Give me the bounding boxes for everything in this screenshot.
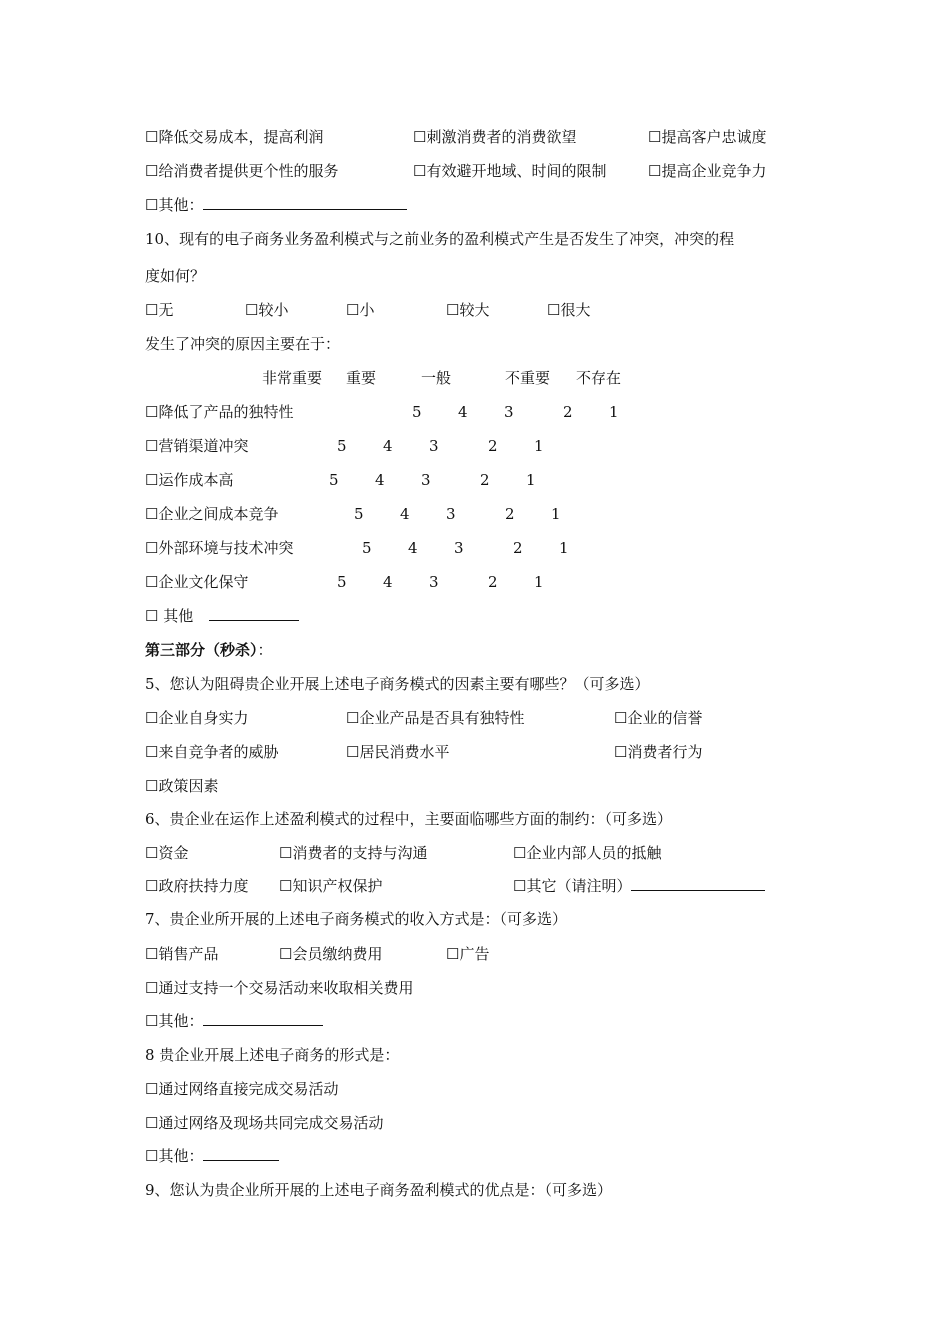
other-input-line[interactable] [203, 1011, 323, 1026]
score[interactable]: 3 [446, 505, 456, 523]
score[interactable]: 5 [329, 471, 339, 489]
option-other-prev[interactable] [145, 195, 407, 215]
other-label: ☐ 其他 [145, 607, 194, 625]
q8-option[interactable]: ☐通过网络直接完成交易活动 [145, 1080, 339, 1098]
score[interactable]: 2 [488, 573, 498, 591]
score[interactable]: 3 [454, 539, 464, 557]
q5-option[interactable]: ☐企业的信誉 [614, 709, 703, 727]
score[interactable]: 4 [400, 505, 410, 523]
other-input-line[interactable] [209, 606, 299, 621]
q6-title: 6、贵企业在运作上述盈利模式的过程中，主要面临哪些方面的制约：（可多选） [145, 810, 673, 828]
scale-header: 非常重要 [262, 369, 323, 387]
score[interactable]: 4 [375, 471, 385, 489]
score[interactable]: 3 [429, 573, 439, 591]
q6-option[interactable]: ☐政府扶持力度 [145, 877, 249, 895]
other-input-line[interactable] [631, 876, 765, 891]
other-label: ☐其他： [145, 1147, 204, 1165]
q10-option-large[interactable]: ☐很大 [547, 301, 591, 319]
q5-option[interactable]: ☐来自竞争者的威胁 [145, 743, 279, 761]
reason-row-label[interactable]: ☐营销渠道冲突 [145, 437, 249, 455]
q10-option-small[interactable]: ☐小 [346, 301, 375, 319]
q7-title: 7、贵企业所开展的上述电子商务模式的收入方式是：（可多选） [145, 910, 568, 928]
q5-option[interactable]: ☐政策因素 [145, 777, 219, 795]
q6-option-other[interactable] [513, 876, 765, 896]
score[interactable]: 3 [421, 471, 431, 489]
reason-row-label[interactable]: ☐企业之间成本竞争 [145, 505, 279, 523]
score[interactable]: 3 [429, 437, 439, 455]
q9-title: 9、您认为贵企业所开展的上述电子商务盈利模式的优点是：（可多选） [145, 1181, 613, 1199]
q8-title: 8 贵企业开展上述电子商务的形式是： [145, 1046, 400, 1064]
other-input-line[interactable] [203, 195, 407, 210]
score[interactable]: 1 [559, 539, 569, 557]
score[interactable]: 4 [383, 437, 393, 455]
option-customer-loyalty[interactable]: ☐提高客户忠诚度 [648, 128, 767, 146]
q7-option[interactable]: ☐广告 [446, 945, 490, 963]
score[interactable]: 5 [337, 573, 347, 591]
reason-row-label[interactable]: ☐企业文化保守 [145, 573, 249, 591]
q7-option[interactable]: ☐会员缴纳费用 [279, 945, 383, 963]
score[interactable]: 1 [534, 573, 544, 591]
reason-row-label[interactable]: ☐外部环境与技术冲突 [145, 539, 294, 557]
q10-option-smaller[interactable]: ☐较小 [245, 301, 289, 319]
option-avoid-limits[interactable]: ☐有效避开地域、时间的限制 [413, 162, 607, 180]
score[interactable]: 2 [505, 505, 515, 523]
q6-option[interactable]: ☐资金 [145, 844, 189, 862]
q5-option[interactable]: ☐企业自身实力 [145, 709, 249, 727]
q8-option[interactable]: ☐通过网络及现场共同完成交易活动 [145, 1114, 384, 1132]
score[interactable]: 4 [458, 403, 468, 421]
q6-option[interactable]: ☐知识产权保护 [279, 877, 383, 895]
part3-heading [145, 640, 273, 660]
q7-option[interactable]: ☐通过支持一个交易活动来收取相关费用 [145, 979, 414, 997]
other-label: ☐其他： [145, 1012, 204, 1030]
scale-header: 不存在 [576, 369, 622, 387]
part3-title: 第三部分（秒杀） [145, 641, 258, 659]
q7-option-other[interactable] [145, 1011, 323, 1031]
score[interactable]: 1 [609, 403, 619, 421]
q5-option[interactable]: ☐企业产品是否具有独特性 [346, 709, 525, 727]
q7-option[interactable]: ☐销售产品 [145, 945, 219, 963]
other-input-line[interactable] [203, 1146, 279, 1161]
score[interactable]: 5 [354, 505, 364, 523]
scale-header: 一般 [421, 369, 452, 387]
scale-header: 重要 [346, 369, 377, 387]
score[interactable]: 2 [563, 403, 573, 421]
score[interactable]: 5 [337, 437, 347, 455]
scale-header: 不重要 [505, 369, 551, 387]
q10-option-larger[interactable]: ☐较大 [446, 301, 490, 319]
q10-option-none[interactable]: ☐无 [145, 301, 174, 319]
q10-title-line2: 度如何？ [145, 267, 206, 285]
q10-title-line1: 10、现有的电子商务业务盈利模式与之前业务的盈利模式产生是否发生了冲突，冲突的程 [145, 230, 735, 248]
part3-colon: ： [257, 641, 273, 659]
score[interactable]: 2 [513, 539, 523, 557]
q5-title: 5、您认为阻碍贵企业开展上述电子商务模式的因素主要有哪些？（可多选） [145, 675, 650, 693]
option-stimulate-desire[interactable]: ☐刺激消费者的消费欲望 [413, 128, 577, 146]
score[interactable]: 1 [551, 505, 561, 523]
score[interactable]: 2 [480, 471, 490, 489]
q5-option[interactable]: ☐消费者行为 [614, 743, 703, 761]
score[interactable]: 1 [534, 437, 544, 455]
score[interactable]: 4 [383, 573, 393, 591]
option-competitiveness[interactable]: ☐提高企业竞争力 [648, 162, 767, 180]
option-reduce-cost[interactable]: ☐降低交易成本，提高利润 [145, 128, 324, 146]
q8-option-other[interactable] [145, 1146, 279, 1166]
score[interactable]: 5 [362, 539, 372, 557]
score[interactable]: 3 [504, 403, 514, 421]
q6-option[interactable]: ☐企业内部人员的抵触 [513, 844, 662, 862]
score[interactable]: 1 [526, 471, 536, 489]
q10-other[interactable] [145, 606, 299, 626]
other-label: ☐其它（请注明） [513, 877, 632, 895]
score[interactable]: 2 [488, 437, 498, 455]
q5-option[interactable]: ☐居民消费水平 [346, 743, 450, 761]
q10-reason-title: 发生了冲突的原因主要在于： [145, 335, 341, 353]
reason-row-label[interactable]: ☐运作成本高 [145, 471, 234, 489]
score[interactable]: 4 [408, 539, 418, 557]
reason-row-label[interactable]: ☐降低了产品的独特性 [145, 403, 294, 421]
option-personalized-service[interactable]: ☐给消费者提供更个性的服务 [145, 162, 339, 180]
q6-option[interactable]: ☐消费者的支持与沟通 [279, 844, 428, 862]
score[interactable]: 5 [412, 403, 422, 421]
other-label: ☐其他： [145, 196, 204, 214]
